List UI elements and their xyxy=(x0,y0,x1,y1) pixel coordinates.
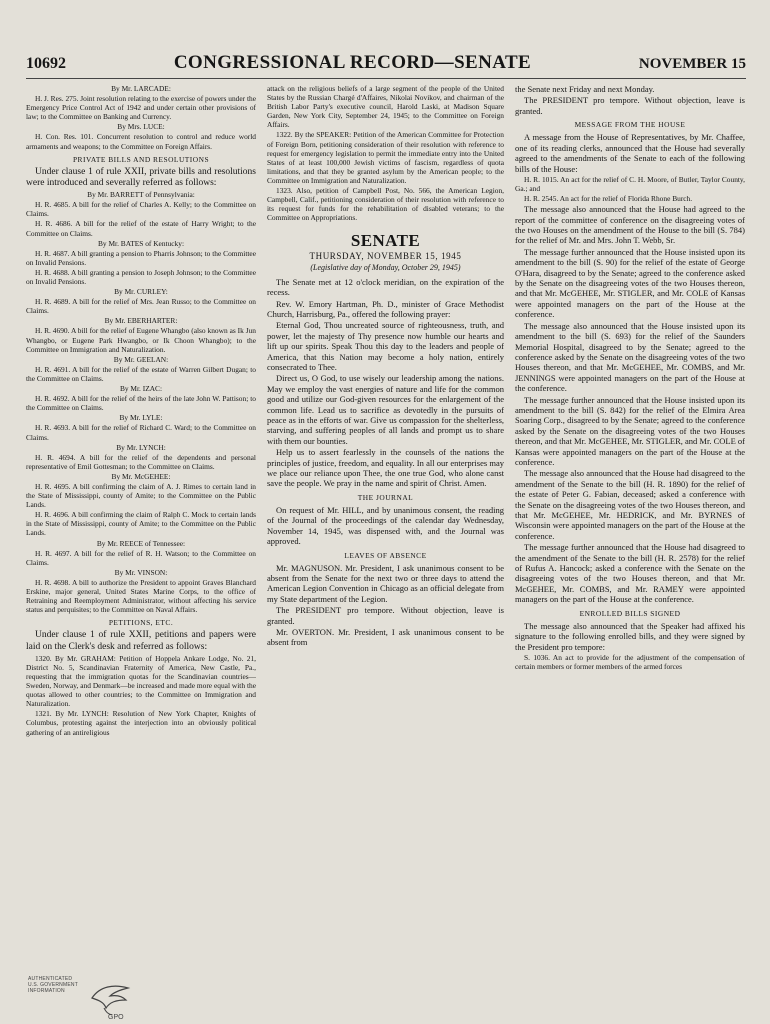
section-heading: MESSAGE FROM THE HOUSE xyxy=(574,120,686,130)
column-middle xyxy=(267,84,504,1018)
sponsor-line: By Mr. EBERHARTER: xyxy=(104,316,178,326)
bill-entry: H. R. 1015. An act for the relief of C. H. Moore, of Butler, Taylor County, Ga.; and xyxy=(515,174,745,194)
proceedings-paragraph: The Senate met at 12 o'clock meridian, on the expiration of the recess. xyxy=(267,276,504,298)
bill-entry: H. Con. Res. 101. Concurrent resolution to control and reduce world armaments and weapons; to the Committee on Foreign Affairs. xyxy=(26,132,256,151)
proceedings-paragraph: The message further announced that the House insisted upon its amendment to the bill (S. 90) for the relief of the estate of George O'Hara, disagreed to by the Senate; agreed to the conference asked by the Senate on the disagreeing votes of the two Houses thereon, and that Mr. McGEHEE, Mr. STIGLER, and Mr. COLE of Kansas were appointed managers on the part of the House at the conference. xyxy=(515,246,745,320)
bill-entry: H. R. 4687. A bill granting a pension to Pharris Johnson; to the Committee on Invalid Pensions. xyxy=(26,248,256,267)
proceedings-paragraph: Rev. W. Emory Hartman, Ph. D., minister of Grace Methodist Church, Harrisburg, Pa., offered the following prayer: xyxy=(267,298,504,319)
column-left xyxy=(26,84,256,1018)
sponsor-line: By Mr. BATES of Kentucky: xyxy=(97,238,184,248)
proceedings-paragraph: The message also announced that the House insisted upon its amendment to the bill (S. 693) for the relief of the Saunders Memorial Hospital, disagreed to by the Senate; agreed to the conference asked by the Senate on the disagreeing votes of the two Houses thereon, and that Mr. McGEHEE, Mr. COMBS, and Mr. JENNINGS were appointed managers on the part of the House at the conference. xyxy=(515,320,745,394)
intro-paragraph: Under clause 1 of rule XXII, petitions and papers were laid on the Clerk's desk and referred as follows: xyxy=(26,630,256,652)
bill-entry: H. R. 4685. A bill for the relief of Charles A. Kelly; to the Committee on Claims. xyxy=(26,200,256,219)
gpo-line: INFORMATION xyxy=(28,988,65,994)
proceedings-paragraph: Mr. OVERTON. Mr. President, I ask unanimous consent to be absent from xyxy=(267,627,504,648)
header-date: NOVEMBER 15 xyxy=(638,56,746,72)
page-header xyxy=(26,52,746,79)
bill-entry: H. R. 4686. A bill for the relief of the estate of Harry Wright; to the Committee on Claims. xyxy=(26,219,256,238)
page-number: 10692 xyxy=(26,55,66,72)
sponsor-line: By Mr. BARRETT of Pennsylvania: xyxy=(87,190,195,200)
proceedings-paragraph: Mr. MAGNUSON. Mr. President, I ask unanimous consent to be absent from the Senate for the next two or three days to attend the American Legion Convention in Chicago as an official delegate from my State department of the Legion. xyxy=(267,562,504,604)
proceedings-paragraph: Eternal God, Thou uncreated source of righteousness, truth, and power, let the majesty of Thy presence now humble our hearts and lift up our spirits. Speak Thou this day to the leaders and people of America, that this Nation may become a holy nation, entirely consecrated to Thee. xyxy=(267,320,504,372)
section-heading: PRIVATE BILLS AND RESOLUTIONS xyxy=(72,154,210,164)
sponsor-line: By Mr. GEELAN: xyxy=(113,354,169,364)
continued-paragraph: the Senate next Friday and next Monday. xyxy=(515,84,655,94)
section-heading: THE JOURNAL xyxy=(357,492,414,502)
proceedings-paragraph: The message also announced that the House had agreed to the report of the committee of conference on the disagreeing votes of the two Houses on the amendment of the House to the bill (S. 784) for the relief of Mr. and Mrs. John T. Webb, Sr. xyxy=(515,204,745,246)
bill-entry: H. R. 2545. An act for the relief of Florida Rhone Burch. xyxy=(524,194,693,204)
bill-entry: S. 1036. An act to provide for the adjustment of the compensation of certain members or former members of the armed forces xyxy=(515,652,745,672)
sponsor-line: By Mr. McGEHEE: xyxy=(111,471,171,481)
sponsor-line: By Mr. LYLE: xyxy=(119,413,163,423)
bill-entry: 1322. By the SPEAKER: Petition of the American Committee for Protection of Foreign Born, petitioning consideration of their resolution with reference to request for emergency legislation to permit the immediate entry into the United States of at least 100,000 Jewish victims of fascism, regardless of quota limitations, and that they be granted asylum by the American people; to the Committee on Immigration and Naturalization. xyxy=(267,130,504,185)
bill-entry: H. R. 4698. A bill to authorize the President to appoint Graves Blanchard Erskine, major general, United States Marine Corps, to the office of Retraining and Reemployment Administrator, without affecting his service status and perquisites; to the Committee on Naval Affairs. xyxy=(26,577,256,615)
bill-entry: 1323. Also, petition of Campbell Post, No. 566, the American Legion, Campbell, Calif., petitioning consideration of their resolution with reference to its request for funds for the rehabilitation of disabled veterans; to the Committee on Appropriations. xyxy=(267,186,504,223)
proceedings-paragraph: The message also announced that the House had disagreed to the amendment of the Senate to the bill (H. R. 1890) for the relief of the estate of Peter G. Fabian, deceased; asked a conference with the Senate on the disagreeing votes of the two Houses thereon, and that Mr. McGEHEE, Mr. HEDRICK, and Mr. BYRNES of Wisconsin were appointed managers on the part of the House at the conference. xyxy=(515,468,745,541)
sponsor-line: By Mr. REECE of Tennessee: xyxy=(96,538,186,548)
proceedings-paragraph: The message further announced that the House had disagreed to the amendment of the Senate to the bill (H. R. 2578) for the relief of Rufus A. Hancock; asked a conference with the Senate on the disagreeing votes of the two Houses thereon, and that Mr. McGEHEE, Mr. COMBS, and Mr. RAMEY were appointed managers on the part of the House at the conference. xyxy=(515,542,745,605)
bill-entry: H. R. 4694. A bill for the relief of the dependents and personal representative of Emil Gottesman; to the Committee on Claims. xyxy=(26,452,256,471)
bill-entry: H. R. 4692. A bill for the relief of the heirs of the late John W. Pattison; to the Committee on Claims. xyxy=(26,394,256,413)
sponsor-line: By Mr. LYNCH: xyxy=(116,442,166,452)
bill-entry: H. R. 4688. A bill granting a pension to Joseph Johnson; to the Committee on Invalid Pensions. xyxy=(26,267,256,286)
bill-entry: H. R. 4693. A bill for the relief of Richard C. Ward; to the Committee on Claims. xyxy=(26,423,256,442)
sponsor-line: By Mr. IZAC: xyxy=(119,384,163,394)
proceedings-paragraph: The PRESIDENT pro tempore. Without objection, leave is granted. xyxy=(267,605,504,626)
gpo-line: AUTHENTICATED xyxy=(28,976,73,982)
section-heading: PETITIONS, ETC. xyxy=(108,618,174,628)
session-date: THURSDAY, NOVEMBER 15, 1945 xyxy=(309,250,462,261)
continued-paragraph: attack on the religious beliefs of a large segment of the people of the United States by the Russian Chargé d'Affaires, Nikolai Novikov, and chairman of the British Labor Party's executive council, Harold Laski, at Madison Square Garden, New York City, September 24, 1945; to the Committee on Foreign Affairs. xyxy=(267,84,504,130)
bill-entry: H. R. 4690. A bill for the relief of Eugene Whangbo (also known as Ik Jun Whangbo, or Eugene Park Hwangbo, or Ik Choon Whangbo); to the Committee on Immigration and Naturalization. xyxy=(26,326,256,354)
bill-entry: H. R. 4691. A bill for the relief of the estate of Warren Gilbert Dugan; to the Committee on Claims. xyxy=(26,364,256,383)
proceedings-paragraph: The message further announced that the House insisted upon its amendment to the bill (S. 842) for the relief of the Elmira Area Soaring Corp., disagreed to by the Senate; agreed to the conference asked by the Senate on the disagreeing votes of the two Houses thereon, and that Mr. McGEHEE, Mr. STIGLER, and Mr. COLE of Kansas were appointed managers on the part of the House at the conference. xyxy=(515,394,745,467)
bill-entry: H. R. 4696. A bill confirming the claim of Ralph C. Mock to certain lands in the State of Mississippi, county of Amite; to the Committee on the Public Lands. xyxy=(26,510,256,538)
gpo-line: U.S. GOVERNMENT xyxy=(28,982,78,988)
sponsor-line: By Mr. VINSON: xyxy=(114,567,168,577)
running-title: CONGRESSIONAL RECORD—SENATE xyxy=(173,52,532,73)
gpo-mark-label: GPO xyxy=(108,1014,124,1020)
section-heading: ENROLLED BILLS SIGNED xyxy=(579,608,681,618)
proceedings-paragraph: On request of Mr. HILL, and by unanimous consent, the reading of the Journal of the proceedings of the calendar day Wednesday, November 14, 1945, was dispensed with, and the Journal was approved. xyxy=(267,504,504,547)
bill-entry: H. R. 4695. A bill confirming the claim of A. J. Rimes to certain land in the State of Mississippi, county of Amite; to the Committee on the Public Lands. xyxy=(26,481,256,510)
proceedings-paragraph: A message from the House of Representatives, by Mr. Chaffee, one of its reading clerks, announced that the House had severally agreed to the amendments of the Senate to each of the following bills of the House: xyxy=(515,132,745,174)
bill-entry: 1320. By Mr. GRAHAM: Petition of Hoppela Ankare Lodge, No. 21, District No. 5, Scandinavian Fraternity of America, New Castle, Pa., requesting that the immigration quotas for the Scandinavian countries—Sweden, Norway, and Denmark—be increased and made more equal with the quotas allowed to other countries; to the Committee on Immigration and Naturalization. xyxy=(26,653,256,709)
sponsor-line: By Mr. CURLEY: xyxy=(114,287,168,297)
proceedings-paragraph: The PRESIDENT pro tempore. Without objection, leave is granted. xyxy=(515,95,745,116)
proceedings-paragraph: The message also announced that the Speaker had affixed his signature to the following enrolled bills, and they were signed by the President pro tempore: xyxy=(515,620,745,652)
legislative-day: (Legislative day of Monday, October 29, 1945) xyxy=(310,262,461,272)
sponsor-line: By Mr. LARCADE: xyxy=(111,84,171,93)
gpo-authentication-seal xyxy=(28,976,148,1020)
bill-entry: H. J. Res. 275. Joint resolution relating to the exercise of powers under the Emergency Price Control Act of 1942 and under certain other provisions of law; to the Committee on Banking and Currency. xyxy=(26,94,256,122)
section-heading: LEAVES OF ABSENCE xyxy=(344,550,427,560)
column-right xyxy=(515,84,745,1018)
proceedings-paragraph: Direct us, O God, to use wisely our leadership among the nations. May we employ the vast energies of nature and life for the common good and utilize our God-given resources for the enlargement of the common life. Lead us to sacrifice as devotedly in the pursuits of peace as in the efforts of war. Give us compassion for the shelterless, starving, and suffering peoples of all lands and prompt us to share with them our bounties. xyxy=(267,373,504,446)
bill-entry: 1321. By Mr. LYNCH: Resolution of New York Chapter, Knights of Columbus, protesting against the interjection into an obviously political gathering of an antireligious xyxy=(26,709,256,737)
proceedings-paragraph: Help us to assert fearlessly in the counsels of the nations the principles of justice, freedom, and equality. In all our enterprises may we place our reliance upon Thee, the one true God, who alone canst save the people. We pray in the name and spirit of Christ. Amen. xyxy=(267,447,504,489)
chamber-heading: SENATE xyxy=(350,231,421,251)
eagle-seal-icon xyxy=(86,980,136,1020)
bill-entry: H. R. 4697. A bill for the relief of R. H. Watson; to the Committee on Claims. xyxy=(26,548,256,567)
sponsor-line: By Mrs. LUCE: xyxy=(117,122,165,132)
bill-entry: H. R. 4689. A bill for the relief of Mrs. Jean Russo; to the Committee on Claims. xyxy=(26,297,256,316)
intro-paragraph: Under clause 1 of rule XXII, private bills and resolutions were introduced and severally referred as follows: xyxy=(26,166,256,188)
